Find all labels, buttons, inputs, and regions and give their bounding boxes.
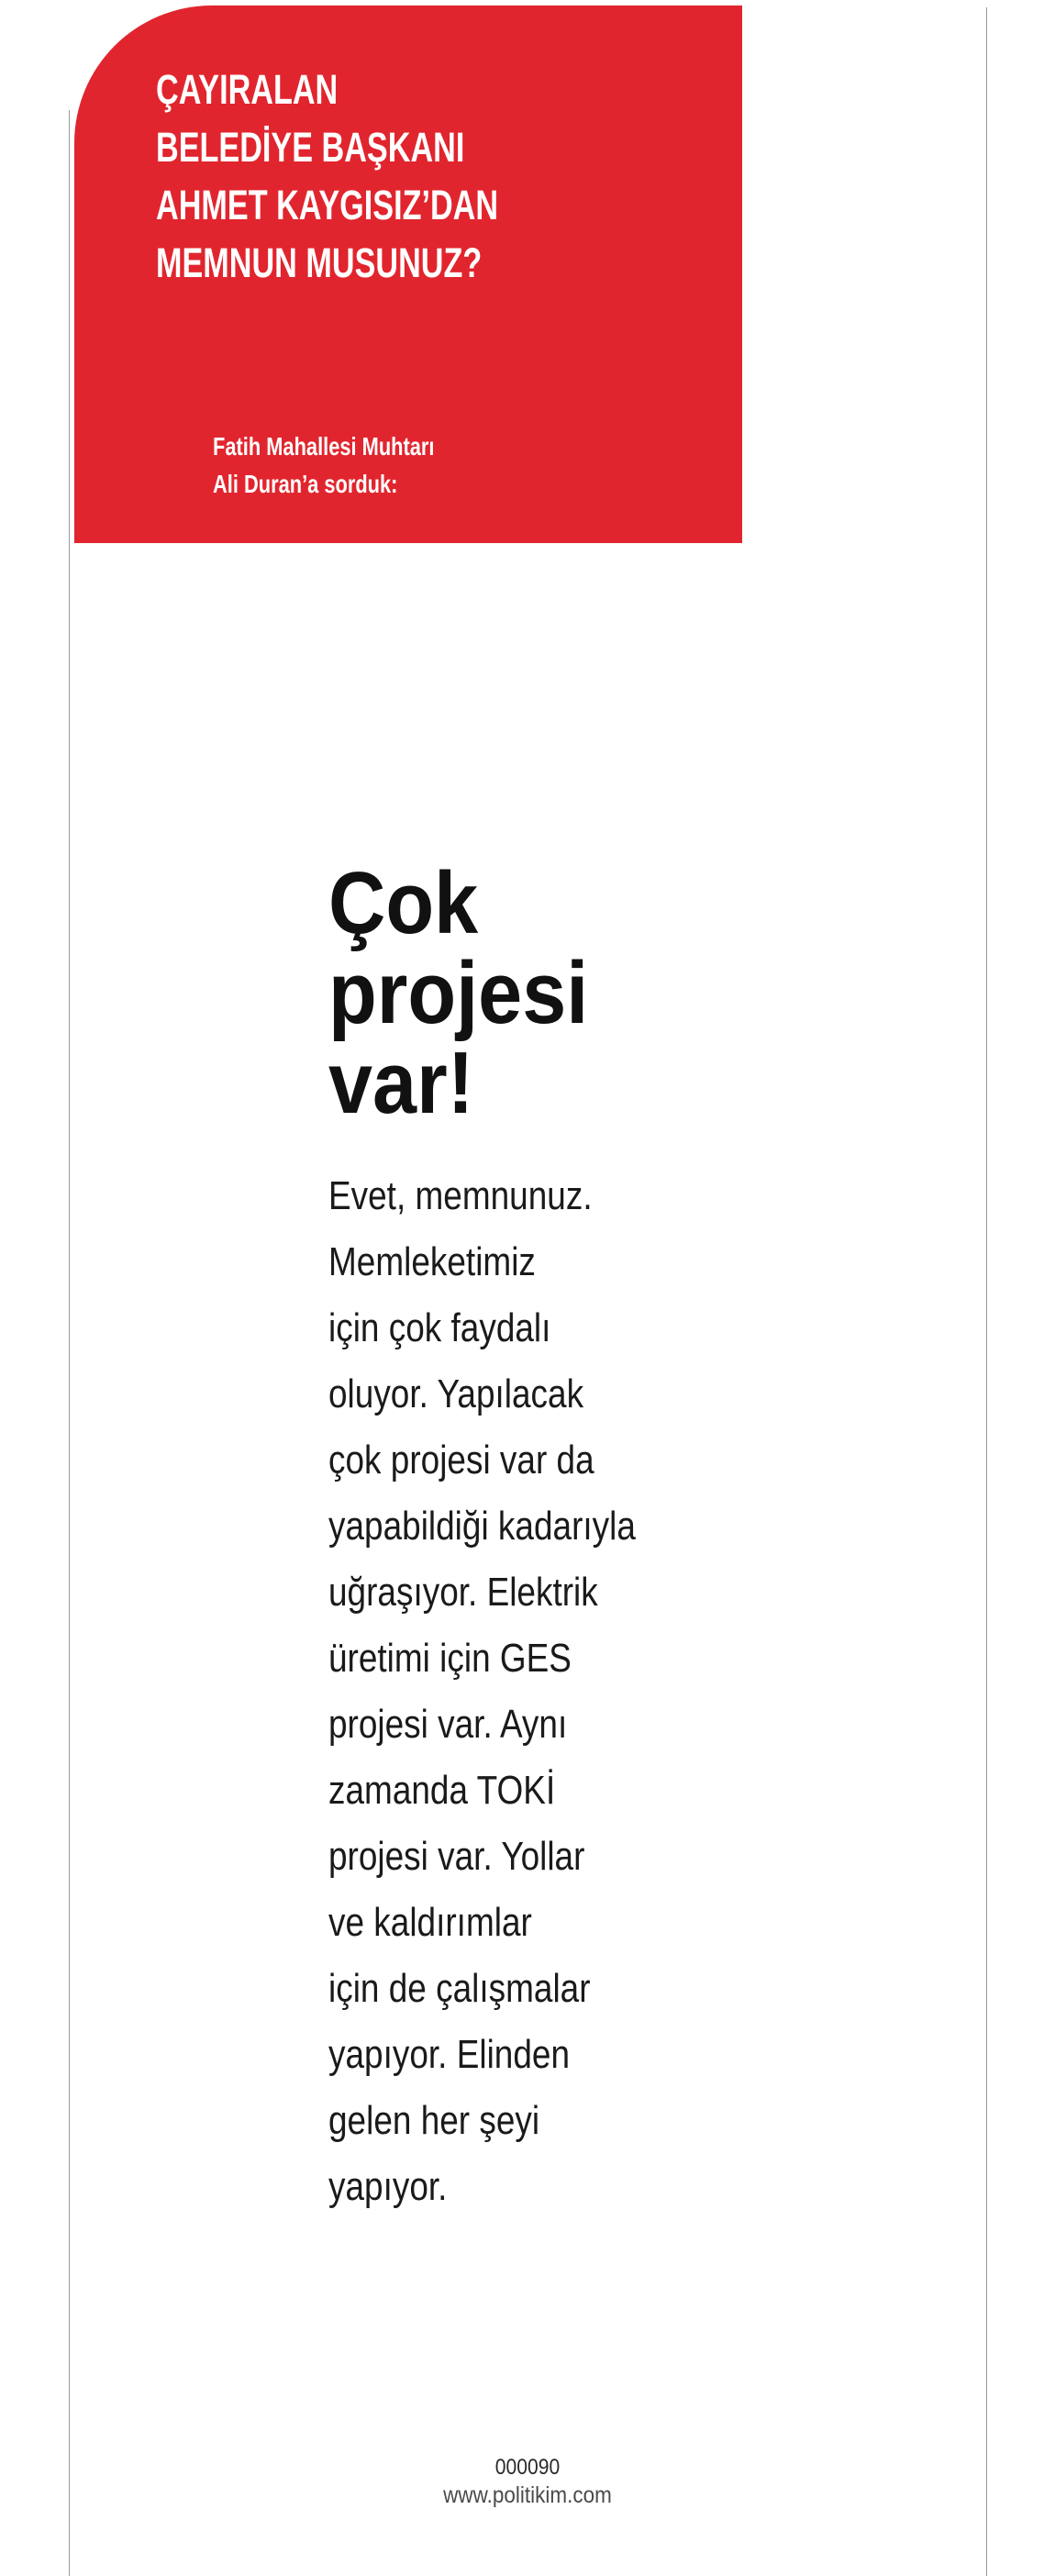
intro-text: Fatih Mahallesi Muhtarı Ali Duran’a sorduk: (213, 432, 435, 498)
article-body: Evet, memnunuz. Memleketimiz için çok faydalı oluyor. Yapılacak çok projesi var da yapabildiği kadarıyla uğraşıyor. Elektrik üretimi için GES projesi var. Aynı zamanda TOKİ projesi var. Yollar ve kaldırımlar için de çalışmalar yapıyor. Elinden gelen her şeyi yapıyor. (328, 1173, 636, 2209)
page-code: 000090 (494, 2455, 561, 2480)
website-url: www.politikim.com (443, 2482, 612, 2508)
left-margin-rule (69, 110, 70, 2576)
right-margin-rule (986, 7, 987, 2576)
article-title: Çok projesi var! (328, 854, 589, 1132)
footer (0, 2455, 1055, 2510)
headline: ÇAYIRALAN BELEDİYE BAŞKANI AHMET KAYGISIZ’DAN MEMNUN MUSUNUZ? (156, 66, 499, 286)
